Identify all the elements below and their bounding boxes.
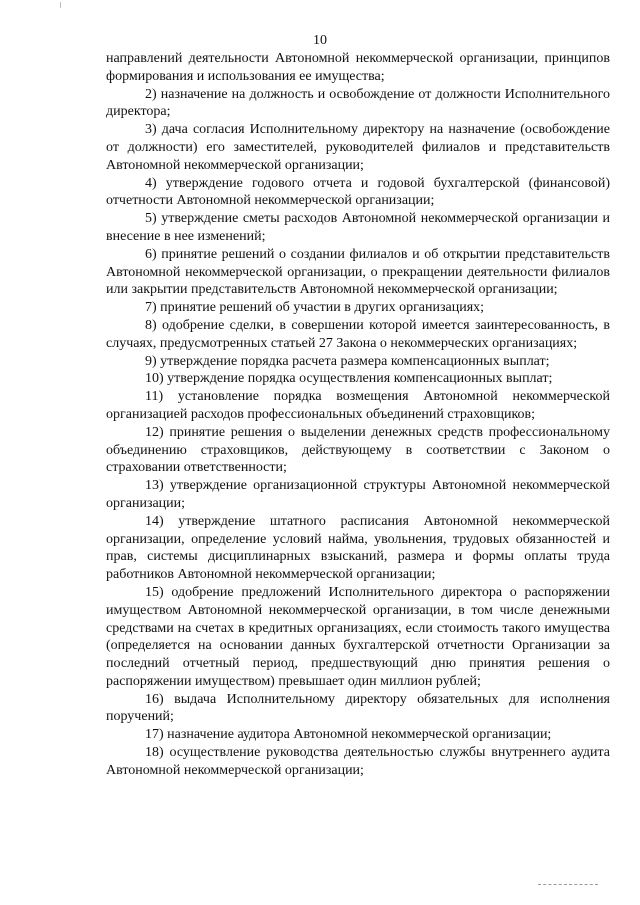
list-item: 9) утверждение порядка расчета размера компенсационных выплат; [145, 353, 550, 369]
list-item: 15) одобрение предложений Исполнительного директора о распоряжении имуществом Автономной некоммерческой организации, в том числе денежными средствами на счетах в кредитных организациях, если стоимость такого имущества (определяется на основании данных бухгалтерской отчетности Организации за последний отчетный период, предшествующий дню принятия решения о распоряжении имуществом) превышает один миллион рублей; [106, 584, 610, 689]
list-item: 4) утверждение годового отчета и годовой бухгалтерской (финансовой) отчетности Автономной некоммерческой организации; [106, 175, 610, 209]
page-number: 10 [313, 33, 327, 48]
list-item: 7) принятие решений об участии в других организациях; [145, 300, 485, 316]
paragraph: направлений деятельности Автономной некоммерческой организации, принципов формирования и использования ее имущества; [106, 51, 610, 84]
list-item: 8) одобрение сделки, в совершении которой имеется заинтересованность, в случаях, предусмотренных статьей 27 Закона о некоммерческих организациях; [106, 317, 610, 351]
list-item: 13) утверждение организационной структуры Автономной некоммерческой организации; [106, 478, 610, 511]
list-item: 16) выдача Исполнительному директору обязательных для исполнения поручений; [106, 691, 610, 725]
list-item: 12) принятие решения о выделении денежных средств профессиональному объединению страховщиков, действующему в соответствии с Законом о страховании ответственности; [106, 424, 610, 476]
scan-mark [60, 2, 61, 8]
list-item: 5) утверждение сметы расходов Автономной некоммерческой организации и внесение в нее изменений; [106, 211, 610, 244]
scan-mark [538, 884, 598, 886]
page-body [106, 50, 610, 780]
list-item: 17) назначение аудитора Автономной некоммерческой организации; [145, 727, 552, 743]
list-item: 14) утверждение штатного расписания Автономной некоммерческой организации, определение условий найма, увольнения, трудовых обязанностей и прав, системы дисциплинарных взысканий, размера и формы оплаты труда работников Автономной некоммерческой организации; [106, 513, 610, 583]
list-item: 3) дача согласия Исполнительному директору на назначение (освобождение от должности) его заместителей, руководителей филиалов и представительств Автономной некоммерческой организации; [106, 122, 610, 173]
list-item: 18) осуществление руководства деятельностью службы внутреннего аудита Автономной некоммерческой организации; [106, 745, 610, 778]
list-item: 2) назначение на должность и освобождение от должности Исполнительного директора; [106, 86, 610, 120]
list-item: 10) утверждение порядка осуществления компенсационных выплат; [145, 371, 553, 387]
list-item: 11) установление порядка возмещения Автономной некоммерческой организацией расходов профессиональных объединений страховщиков; [106, 389, 610, 422]
list-item: 6) принятие решений о создании филиалов и об открытии представительств Автономной некоммерческой организации, о прекращении деятельности филиалов или закрытии представительств Автономной некоммерческой организации; [106, 246, 610, 298]
